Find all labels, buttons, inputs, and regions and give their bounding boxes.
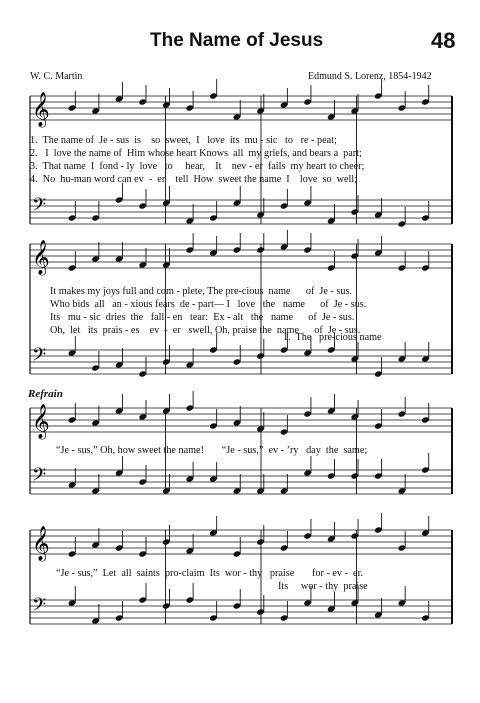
treble-clef: 𝄞 — [32, 240, 50, 275]
refrain-label: Refrain — [28, 388, 63, 400]
verse-2-line-2: Who bids all an - xious fears de - part— I love the name of Je - sus. — [50, 299, 367, 310]
verse-4-line-2: Oh, let its prais - es ev - er swell, Oh, praise the name of Je - sus. — [50, 325, 361, 336]
verse-3-line-2: Its mu - sic dries the fall - en tear: Ex - alt the name of Je - sus. — [50, 312, 355, 323]
treble-clef: 𝄞 — [32, 404, 50, 439]
bass-clef: 𝄢 — [32, 195, 47, 220]
treble-clef: 𝄞 — [32, 92, 50, 127]
bass-clef: 𝄢 — [32, 345, 47, 370]
verse-1-line-2: It makes my joys full and com - plete, The pre-cious name of Je - sus. — [50, 286, 352, 297]
verse-1-line-1: 1. The name of Je - sus is so sweet, I love its mu - sic to re - peat; — [30, 135, 337, 146]
music-credit: Edmund S. Lorenz, 1854-1942 — [308, 71, 432, 82]
bass-cue-text: 1. The pre-cious name — [283, 332, 382, 343]
hymn-title: The Name of Jesus — [150, 30, 324, 51]
refrain-line-2: “Je - sus,” Let all saints pro-claim Its wor - thy praise for - ev - er. — [56, 568, 363, 579]
refrain-line-1: “Je - sus,” Oh, how sweet the name! “Je - sus,” ev - ’ry day the same; — [56, 445, 368, 456]
verse-3-line-1: 3. That name I fond - ly love to hear, It nev - er fails my heart to cheer; — [30, 161, 365, 172]
treble-clef: 𝄞 — [32, 526, 50, 561]
refrain-line-3: Its wor - thy praise — [278, 581, 368, 592]
bass-clef: 𝄢 — [32, 595, 47, 620]
bass-clef: 𝄢 — [32, 465, 47, 490]
hymn-number: 48 — [431, 28, 456, 53]
verse-2-line-1: 2. I love the name of Him whose heart Knows all my griefs, and bears a part; — [30, 148, 362, 159]
words-credit: W. C. Martin — [30, 71, 83, 82]
verse-4-line-1: 4. No hu-man word can ev - er tell How sweet the name I love so well; — [30, 174, 358, 185]
